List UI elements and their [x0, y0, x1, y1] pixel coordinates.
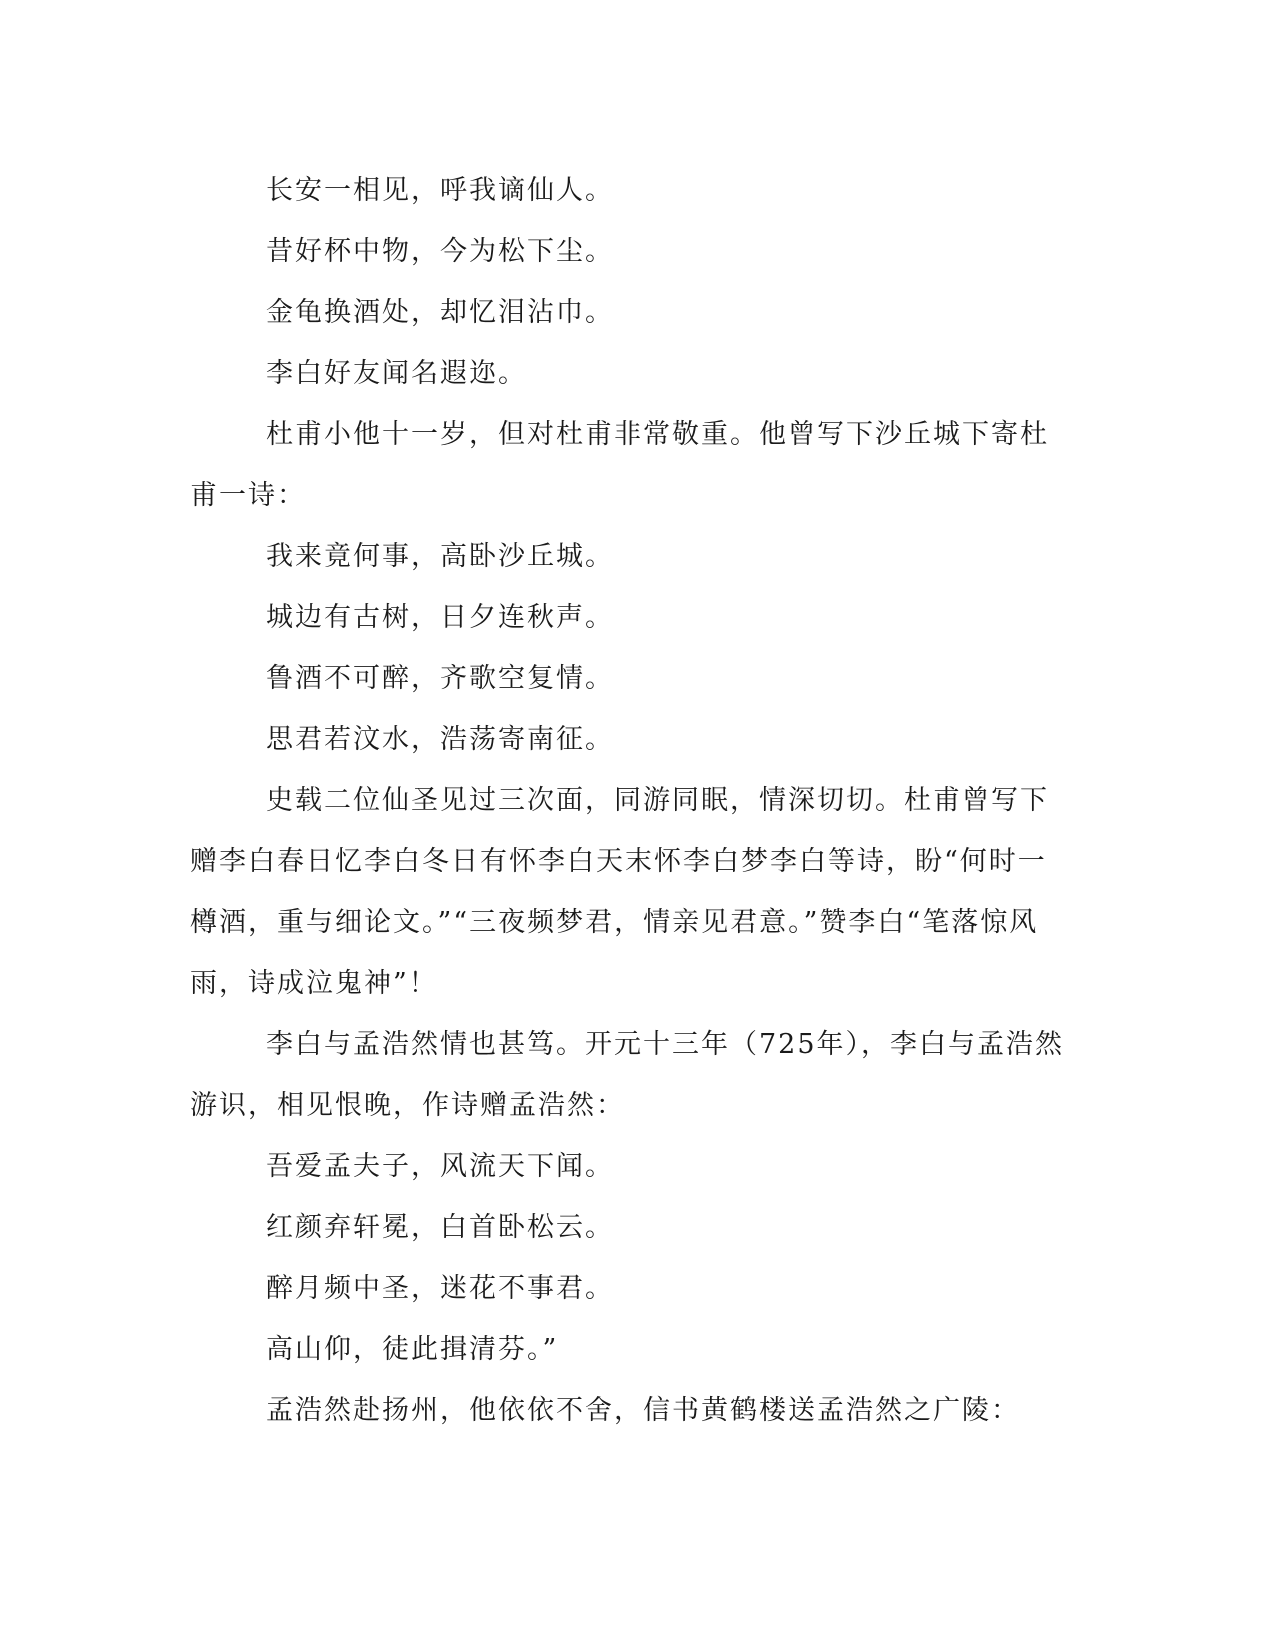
poem-line: 红颜弃轩冕，白首卧松云。 — [266, 1212, 614, 1243]
poem-line: 城边有古树，日夕连秋声。 — [266, 602, 614, 633]
body-paragraph: 李白好友闻名遐迩。 — [266, 358, 527, 389]
body-paragraph: 孟浩然赴扬州，他依依不舍，信书黄鹤楼送孟浩然之广陵： — [266, 1395, 1020, 1426]
poem-line: 思君若汶水，浩荡寄南征。 — [266, 724, 614, 755]
poem-line: 金龟换酒处，却忆泪沾巾。 — [266, 297, 614, 328]
poem-line: 吾爱孟夫子，风流天下闻。 — [266, 1151, 614, 1182]
poem-line: 我来竟何事，高卧沙丘城。 — [266, 541, 614, 572]
poem-line: 醉月频中圣，迷花不事君。 — [266, 1273, 614, 1304]
body-paragraph: 史载二位仙圣见过三次面，同游同眠，情深切切。杜甫曾写下赠李白春日忆李白冬日有怀李白天末怀李白梦李白等诗，盼“何时一樽酒，重与细论文。”“三夜频梦君，情亲见君意。”赞李白“笔落惊风雨，诗成泣鬼神”！ — [190, 785, 1049, 999]
poem-line: 昔好杯中物，今为松下尘。 — [266, 236, 614, 267]
poem-line: 鲁酒不可醉，齐歌空复情。 — [266, 663, 614, 694]
poem-line: 长安一相见，呼我谪仙人。 — [266, 175, 614, 206]
poem-line: 高山仰，徒此揖清芬。” — [266, 1334, 559, 1365]
body-paragraph: 李白与孟浩然情也甚笃。开元十三年（725年），李白与孟浩然游识，相见恨晚，作诗赠孟浩然： — [190, 1029, 1065, 1121]
document-body — [190, 160, 1070, 1441]
body-paragraph: 杜甫小他十一岁，但对杜甫非常敬重。他曾写下沙丘城下寄杜甫一诗： — [190, 419, 1049, 511]
